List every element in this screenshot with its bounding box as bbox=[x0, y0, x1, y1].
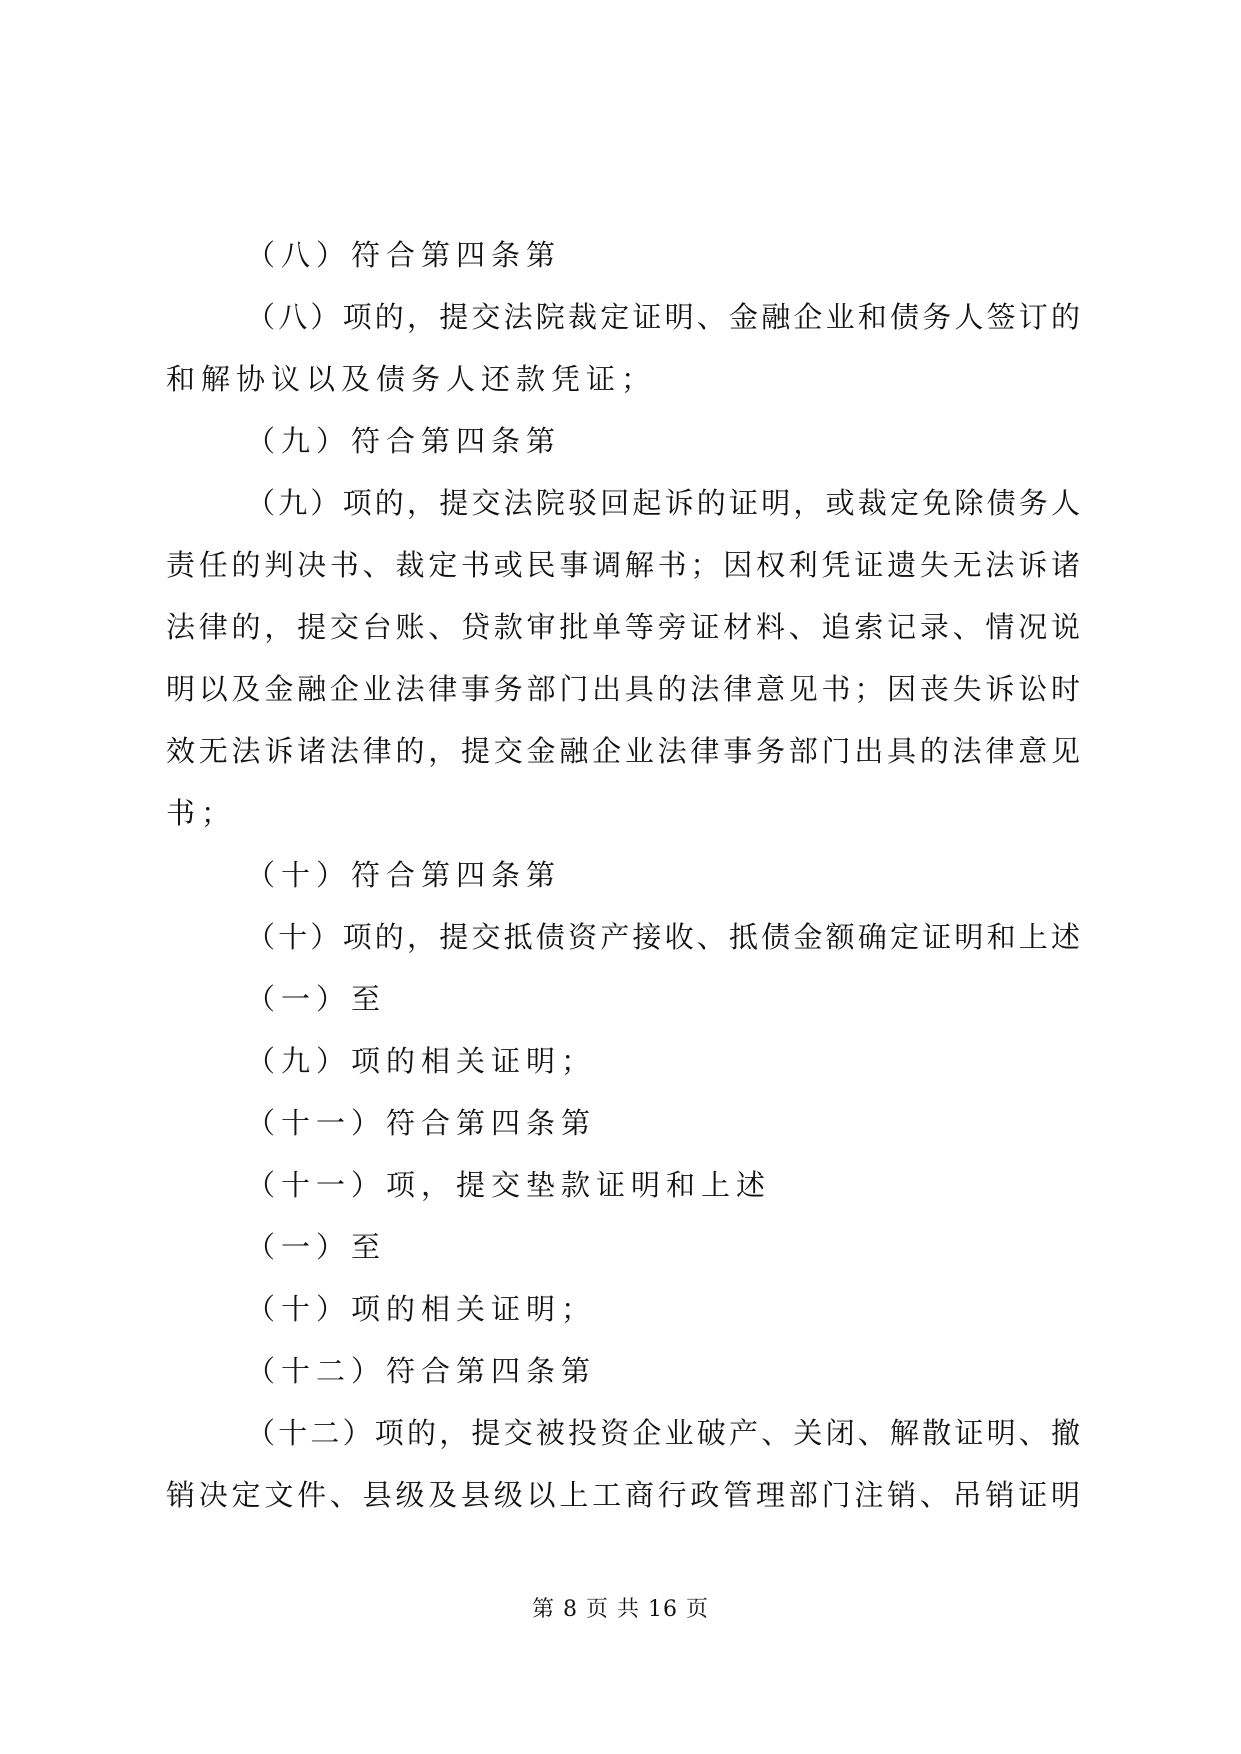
paragraph-line: （一）至 bbox=[246, 1230, 387, 1264]
paragraph-line: （十二）项的，提交被投资企业破产、关闭、解散证明、撤 bbox=[246, 1416, 1080, 1450]
paragraph-line: （十一）符合第四条第 bbox=[246, 1106, 597, 1140]
paragraph-line: 书； bbox=[166, 796, 237, 830]
paragraph-line: （十一）项，提交垫款证明和上述 bbox=[246, 1168, 772, 1202]
paragraph-line: （一）至 bbox=[246, 982, 387, 1016]
paragraph-line: （九）符合第四条第 bbox=[246, 424, 562, 458]
paragraph-line: （九）项的相关证明； bbox=[246, 1044, 597, 1078]
page-number-footer: 第 8 页 共 16 页 bbox=[532, 1597, 709, 1622]
paragraph-line: 销决定文件、县级及县级以上工商行政管理部门注销、吊销证明 bbox=[166, 1478, 1080, 1512]
paragraph-line: 效无法诉诸法律的，提交金融企业法律事务部门出具的法律意见 bbox=[166, 734, 1080, 768]
paragraph-line: （十）项的相关证明； bbox=[246, 1292, 597, 1326]
paragraph-line: （十二）符合第四条第 bbox=[246, 1354, 597, 1388]
paragraph-line: （八）项的，提交法院裁定证明、金融企业和债务人签订的 bbox=[246, 300, 1080, 334]
paragraph-line: （十）符合第四条第 bbox=[246, 858, 562, 892]
paragraph-line: 法律的，提交台账、贷款审批单等旁证材料、追索记录、情况说 bbox=[166, 610, 1080, 644]
paragraph-line: 和解协议以及债务人还款凭证； bbox=[166, 362, 657, 396]
paragraph-line: 明以及金融企业法律事务部门出具的法律意见书；因丧失诉讼时 bbox=[166, 672, 1080, 706]
paragraph-line: （九）项的，提交法院驳回起诉的证明，或裁定免除债务人 bbox=[246, 486, 1080, 520]
paragraph-line: （十）项的，提交抵债资产接收、抵债金额确定证明和上述 bbox=[246, 920, 1080, 954]
document-body bbox=[166, 224, 1080, 1526]
paragraph-line: （八）符合第四条第 bbox=[246, 238, 562, 272]
paragraph-line: 责任的判决书、裁定书或民事调解书；因权利凭证遗失无法诉诸 bbox=[166, 548, 1080, 582]
